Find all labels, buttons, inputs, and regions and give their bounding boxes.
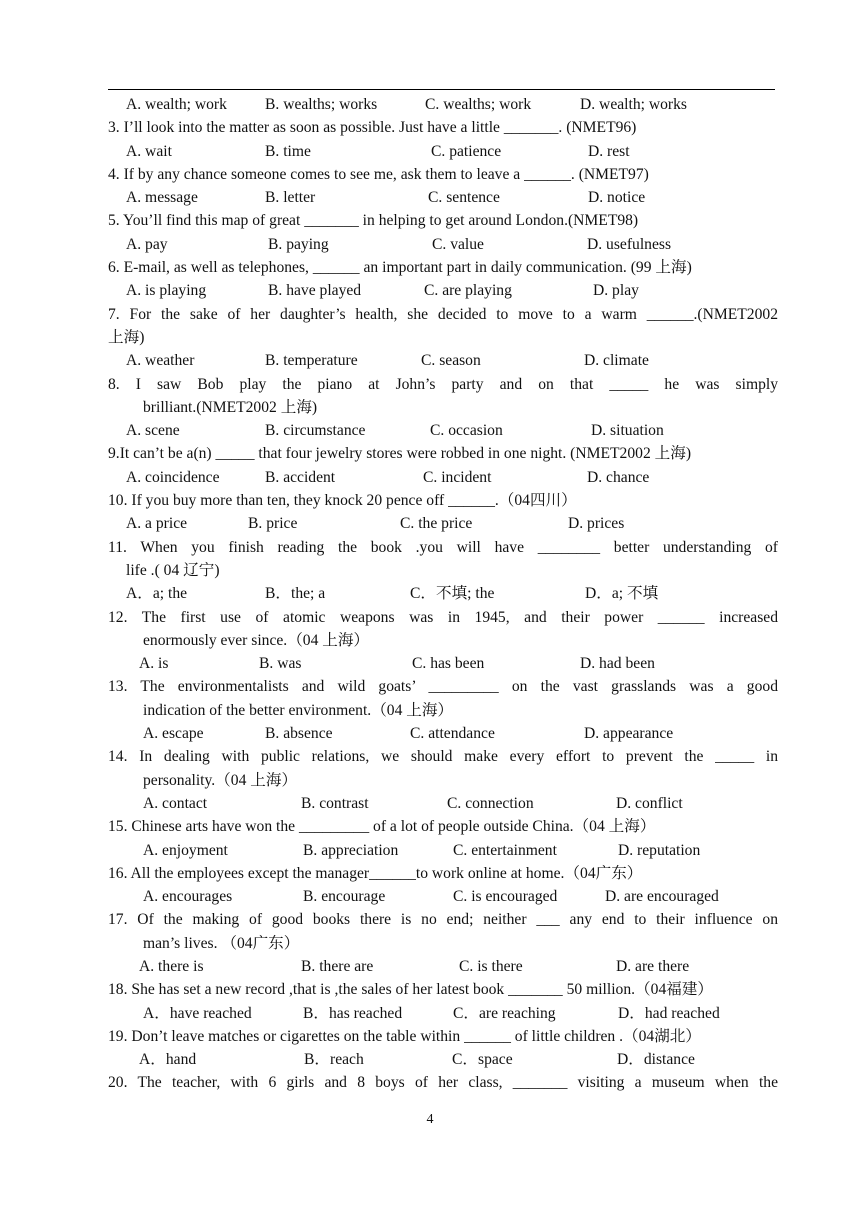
option-row — [108, 839, 778, 862]
option-a: A. wealth; work — [126, 96, 227, 113]
question-stem: 13. The environmentalists and wild goats’ _________ on the vast grasslands was a good — [108, 678, 778, 696]
question-stem: 9.It can’t be a(n) _____ that four jewelry stores were robbed in one night. (NMET2002 上海) — [108, 445, 692, 463]
question-stem: 16. All the employees except the manager______to work online at home.（04广东） — [108, 864, 643, 882]
option-b: B. wealths; works — [265, 96, 378, 113]
option-row — [108, 955, 778, 978]
question-stem: 11. When you finish reading the book .you will have ________ better understanding of — [108, 538, 778, 556]
option-row — [108, 582, 778, 605]
option-d: D. climate — [584, 352, 649, 370]
question-stem: 14. In dealing with public relations, we should make every effort to prevent the _____ in — [108, 748, 778, 766]
question-stem: 18. She has set a new record ,that is ,the sales of her latest book _______ 50 million.（04福建） — [108, 981, 714, 999]
option-c: C. entertainment — [453, 841, 557, 859]
option-a: A. a price — [126, 515, 188, 533]
option-row — [108, 349, 778, 372]
option-d: D．distance — [617, 1051, 695, 1069]
option-b: B．has reached — [303, 1004, 403, 1022]
option-b: B．reach — [304, 1051, 364, 1069]
option-d: D. conflict — [616, 794, 683, 812]
option-b: B. there are — [301, 957, 374, 975]
question-stem: 10. If you buy more than ten, they knock 20 pence off ______.（04四川） — [108, 492, 577, 510]
option-b: B. have played — [268, 282, 362, 300]
option-c: C．are reaching — [453, 1004, 556, 1022]
question-stem: 19. Don’t leave matches or cigarettes on the table within ______ of little children .（04湖北） — [108, 1027, 701, 1045]
option-b: B. paying — [268, 235, 329, 253]
option-c: C. attendance — [410, 725, 495, 743]
option-c: C. are playing — [424, 282, 512, 300]
option-d: D. wealth; works — [580, 96, 687, 113]
option-c: C. incident — [423, 468, 492, 486]
option-d: D. appearance — [584, 725, 674, 743]
header-rule — [108, 89, 775, 90]
option-a: A. coincidence — [126, 468, 220, 486]
option-a: A．have reached — [143, 1004, 252, 1022]
question-stem: 20. The teacher, with 6 girls and 8 boys of her class, _______ visiting a museum when the — [108, 1074, 778, 1092]
option-a: A．hand — [139, 1051, 197, 1069]
option-row — [108, 885, 778, 908]
question-stem: 4. If by any chance someone comes to see me, ask them to leave a ______. (NMET97) — [108, 165, 649, 183]
question-stem: 7. For the sake of her daughter’s health, she decided to move to a warm ______.(NMET2002 — [108, 305, 778, 323]
option-c: C. is encouraged — [453, 888, 558, 906]
option-b: B. appreciation — [303, 841, 399, 859]
option-row — [108, 93, 778, 116]
question-stem: 5. You’ll find this map of great _______ in helping to get around London.(NMET98) — [108, 212, 639, 230]
option-row — [108, 279, 778, 302]
option-b: B. letter — [265, 189, 316, 207]
option-row — [108, 722, 778, 745]
question-stem-continued: enormously ever since.（04 上海） — [143, 631, 370, 649]
option-row — [108, 233, 778, 256]
question-stem-continued: life .( 04 辽宁) — [126, 561, 220, 579]
option-b: B. was — [259, 655, 302, 673]
option-d: D. are encouraged — [605, 888, 719, 906]
question-stem-continued: man’s lives. （04广东） — [143, 934, 300, 952]
option-c: C. is there — [459, 957, 523, 975]
question-stem-continued: indication of the better environment.（04 上海） — [143, 701, 454, 719]
option-d: D. usefulness — [587, 235, 672, 253]
option-c: C. wealths; work — [425, 96, 532, 113]
option-a: A. is — [139, 655, 169, 673]
question-stem: 8. I saw Bob play the piano at John’s party and on that _____ he was simply — [108, 375, 778, 393]
option-a: A. there is — [139, 957, 204, 975]
option-a: A. message — [126, 189, 198, 207]
option-c: C. patience — [431, 142, 502, 160]
option-row — [108, 419, 778, 442]
option-c: C. the price — [400, 515, 473, 533]
page-number: 4 — [426, 1112, 434, 1127]
question-stem: 3. I’ll look into the matter as soon as possible. Just have a little _______. (NMET96) — [108, 119, 637, 137]
option-row — [108, 466, 778, 489]
option-a: A. encourages — [143, 888, 233, 906]
option-a: A. scene — [126, 422, 180, 440]
option-d: D. prices — [568, 515, 625, 533]
option-a: A. contact — [143, 794, 208, 812]
option-c: C. occasion — [430, 422, 503, 440]
option-d: D. had been — [580, 655, 655, 673]
option-d: D. rest — [588, 142, 630, 160]
option-row — [108, 792, 778, 815]
option-b: B. temperature — [265, 352, 358, 370]
option-b: B. accident — [265, 468, 336, 486]
question-stem-continued: personality.（04 上海） — [143, 771, 298, 789]
option-a: A. pay — [126, 235, 168, 253]
option-c: C. connection — [447, 794, 534, 812]
option-d: D. are there — [616, 957, 690, 975]
option-c: C. has been — [412, 655, 485, 673]
option-c: C. sentence — [428, 189, 500, 207]
option-a: A. escape — [143, 725, 204, 743]
option-d: D. play — [593, 282, 639, 300]
option-c: C．不填; the — [410, 585, 495, 603]
option-row — [108, 1002, 778, 1025]
option-d: D. reputation — [618, 841, 701, 859]
option-d: D. notice — [588, 189, 646, 207]
question-stem: 12. The first use of atomic weapons was in 1945, and their power ______ increased — [108, 608, 778, 626]
question-stem: 17. Of the making of good books there is no end; neither ___ any end to their influence on — [108, 911, 778, 929]
option-row — [108, 1048, 778, 1071]
option-d: D．had reached — [618, 1004, 720, 1022]
option-d: D．a; 不填 — [585, 585, 659, 603]
option-b: B. encourage — [303, 888, 386, 906]
option-a: A．a; the — [126, 585, 188, 603]
question-stem: 15. Chinese arts have won the _________ of a lot of people outside China.（04 上海） — [108, 818, 656, 836]
question-list — [108, 93, 778, 1095]
question-stem: 6. E-mail, as well as telephones, ______ an important part in daily communication. (99 上海) — [108, 259, 692, 277]
option-c: C．space — [452, 1051, 513, 1069]
option-b: B. absence — [265, 725, 333, 743]
option-b: B．the; a — [265, 585, 326, 603]
option-row — [108, 140, 778, 163]
option-b: B. circumstance — [265, 422, 366, 440]
option-a: A. is playing — [126, 282, 207, 300]
option-d: D. chance — [587, 468, 650, 486]
option-row — [108, 186, 778, 209]
option-c: C. season — [421, 352, 481, 370]
question-stem-continued: brilliant.(NMET2002 上海) — [143, 398, 318, 416]
option-row — [108, 512, 778, 535]
option-b: B. time — [265, 142, 311, 160]
option-a: A. enjoyment — [143, 841, 228, 859]
option-b: B. contrast — [301, 794, 369, 812]
option-b: B. price — [248, 515, 298, 533]
option-a: A. wait — [126, 142, 172, 160]
option-row — [108, 652, 778, 675]
option-d: D. situation — [591, 422, 664, 440]
option-c: C. value — [432, 235, 484, 253]
question-stem-continued: 上海) — [108, 328, 145, 346]
option-a: A. weather — [126, 352, 195, 370]
